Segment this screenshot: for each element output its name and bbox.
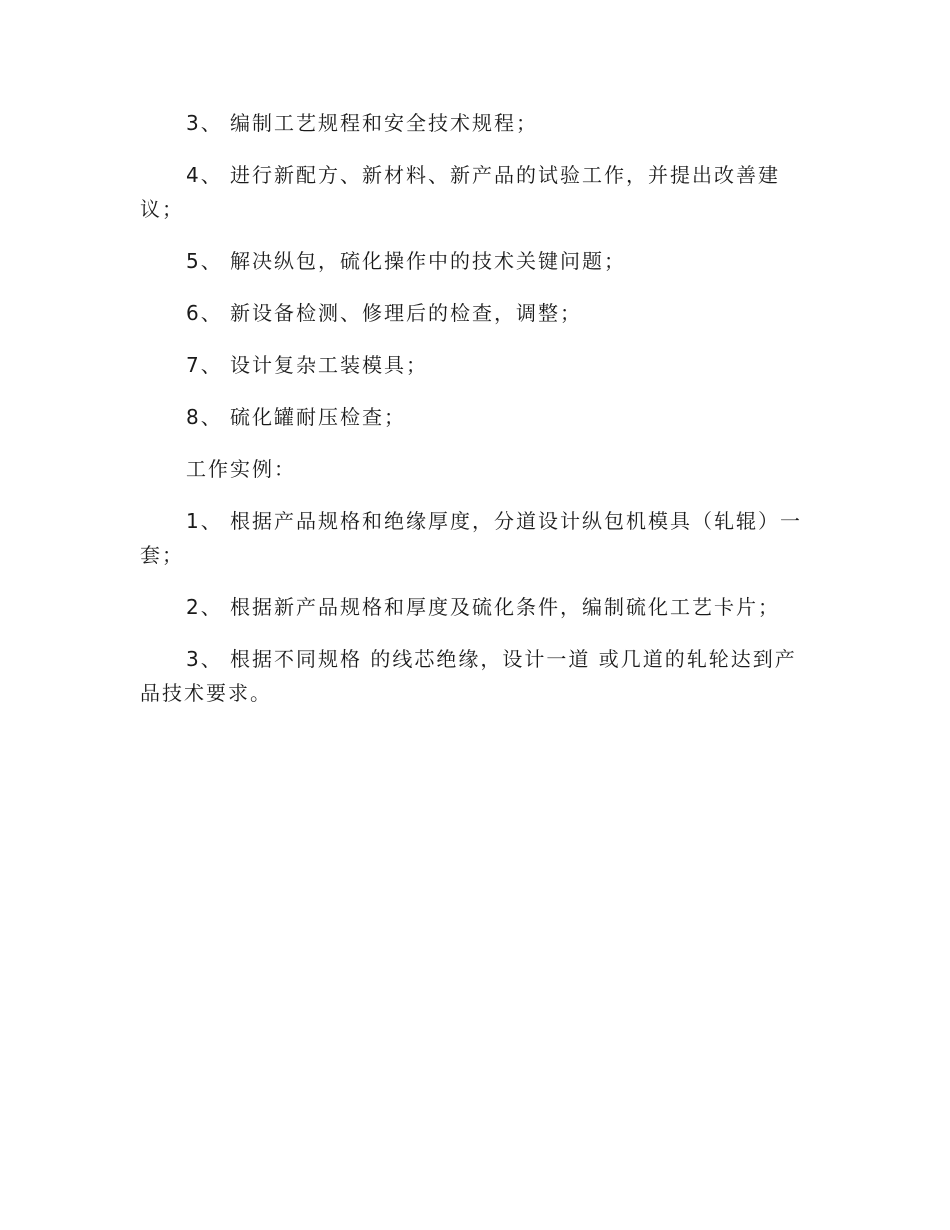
list-item-7 (140, 348, 805, 382)
item-number: 6、 (186, 301, 223, 325)
item-text: 根据产品规格和绝缘厚度，分道设计纵包机模具（轧辊）一套； (140, 509, 802, 567)
list-item-8 (140, 400, 805, 434)
item-text: 新设备检测、修理后的检查，调整； (230, 301, 582, 325)
item-text: 硫化罐耐压检查； (230, 405, 406, 429)
item-text: 根据不同规格 的线芯绝缘，设计一道 或几道的轧轮达到产品技术要求。 (140, 647, 797, 705)
item-number: 4、 (186, 163, 223, 187)
item-text: 进行新配方、新材料、新产品的试验工作，并提出改善建议； (140, 163, 780, 221)
document-body (140, 106, 805, 728)
item-number: 2、 (186, 595, 223, 619)
item-number: 8、 (186, 405, 223, 429)
section-heading: 工作实例： (186, 457, 296, 481)
item-text: 解决纵包，硫化操作中的技术关键问题； (230, 249, 626, 273)
item-text: 根据新产品规格和厚度及硫化条件，编制硫化工艺卡片； (230, 595, 780, 619)
item-number: 3、 (186, 111, 223, 135)
example-item-3 (140, 642, 805, 710)
item-text: 编制工艺规程和安全技术规程； (230, 111, 538, 135)
item-number: 7、 (186, 353, 223, 377)
item-number: 3、 (186, 647, 223, 671)
list-item-6 (140, 296, 805, 330)
example-item-1 (140, 504, 805, 572)
list-item-3 (140, 106, 805, 140)
list-item-5 (140, 244, 805, 278)
example-item-2 (140, 590, 805, 624)
item-number: 5、 (186, 249, 223, 273)
item-text: 设计复杂工装模具； (230, 353, 428, 377)
list-item-4 (140, 158, 805, 226)
item-number: 1、 (186, 509, 223, 533)
